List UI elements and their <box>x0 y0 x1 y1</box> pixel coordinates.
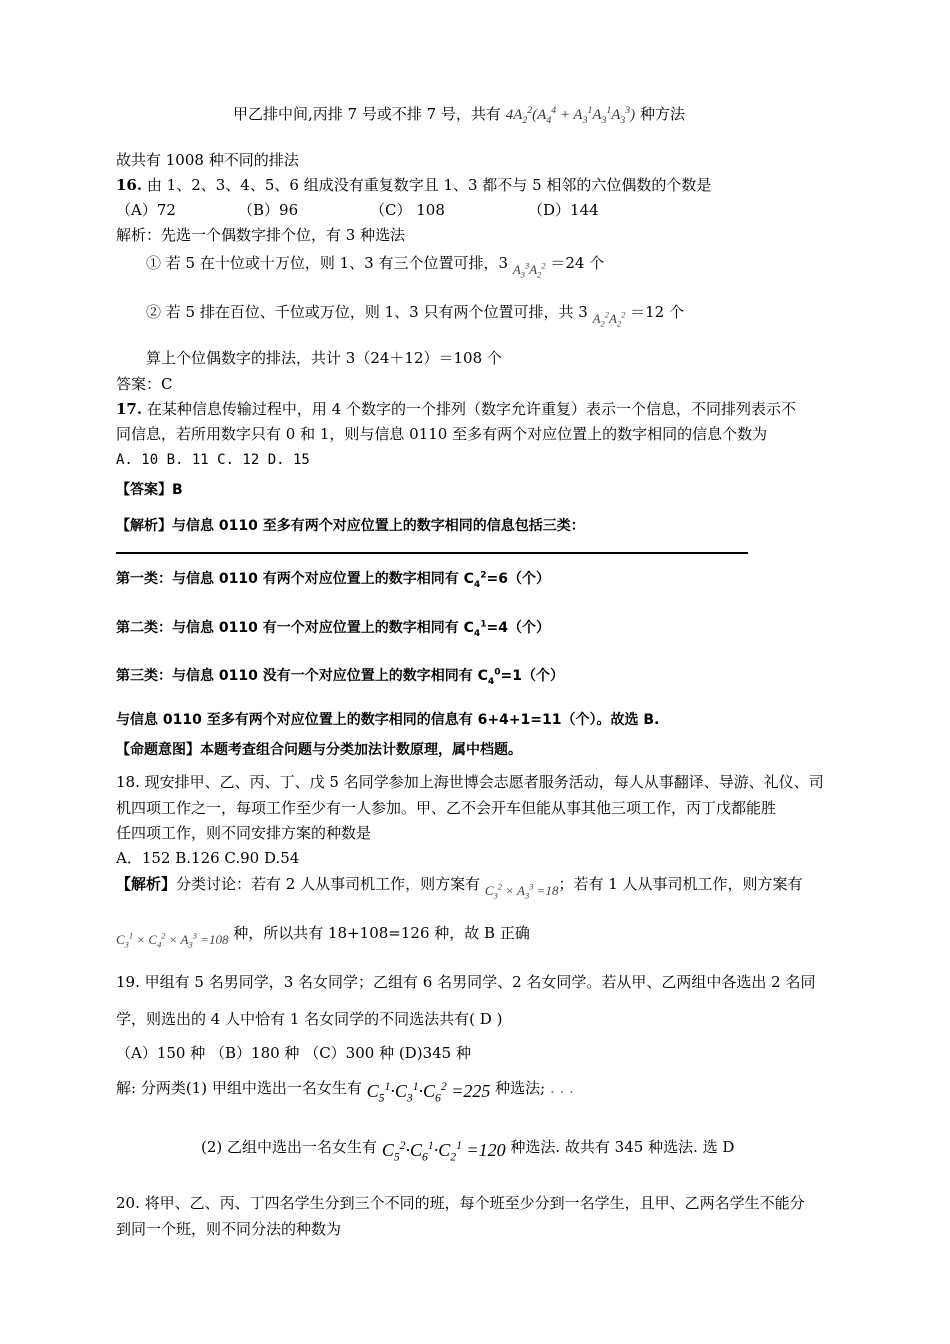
intent-line: 【命题意图】本题考查组合问题与分类加法计数原理，属中档题。 <box>116 742 522 758</box>
text: 种，所以共有 18+108=126 种，故 B 正确 <box>233 924 530 942</box>
question-16 <box>116 175 711 195</box>
text: ① 若 5 在十位或十万位，则 1、3 有三个位置可排，3 <box>146 254 509 272</box>
question-17 <box>116 399 796 419</box>
question-text: 由 1、2、3、4、5、6 组成没有重复数字且 1、3 都不与 5 相邻的六位偶数的个数是 <box>146 176 712 194</box>
option-b: （B）96 <box>238 201 299 219</box>
text: ＝12 个 <box>630 303 684 321</box>
solution-step-3: 算上个位偶数字的排法，共计 3（24＋12）＝108 个 <box>146 349 502 367</box>
text: 第一类：与信息 0110 有两个对应位置上的数字相同有 C <box>116 571 474 587</box>
solution-line <box>116 874 803 901</box>
option-d: （D）144 <box>528 201 599 219</box>
text: 甲乙排中间,丙排 7 号或不排 7 号，共有 <box>233 105 501 123</box>
options: A．152 B.126 C.90 D.54 <box>116 849 300 867</box>
analysis-image-line: 【解析】与信息 0110 至多有两个对应位置上的数字相同的信息包括三类： <box>116 518 585 534</box>
formula: $C_5^1\cdot C_3^1\cdot C_6^2 =225$ <box>366 1080 491 1105</box>
analysis-category-1: 第一类：与信息 0110 有两个对应位置上的数字相同有 $C_4^2=6$（个） <box>116 570 551 590</box>
text: ② 若 5 排在百位、千位或万位，则 1、3 只有两个位置可排，共 3 <box>146 303 588 321</box>
solution-line: 解析：先选一个偶数字排个位，有 3 种选法 <box>116 226 406 244</box>
options: A. 10 B. 11 C. 12 D. 15 <box>116 452 310 468</box>
question-text: 同信息，若所用数字只有 0 和 1，则与信息 0110 至多有两个对应位置上的数字相同的信息个数为 <box>116 425 768 443</box>
text-line: 故共有 1008 种不同的排法 <box>116 151 299 169</box>
text: 第三类：与信息 0110 没有一个对应位置上的数字相同有 C <box>116 668 488 684</box>
options: （A）150 种 （B）180 种 （C）300 种 (D)345 种 <box>116 1044 471 1062</box>
formula: $C_3^1 \times C_4^2 \times A_3^3 =108$ <box>116 930 229 950</box>
dots: . . . <box>550 1079 574 1097</box>
question-text: 学，则选出的 4 人中恰有 1 名女同学的不同选法共有( D ) <box>116 1010 503 1028</box>
option-c: （C） 108 <box>370 201 445 219</box>
divider <box>116 552 748 554</box>
text: (2) 乙组中选出一名女生有 <box>201 1138 378 1156</box>
answer-line: 答案：C <box>116 375 173 393</box>
question-18: 18. 现安排甲、乙、丙、丁、戊 5 名同学参加上海世博会志愿者服务活动，每人从事翻译、导游、礼仪、司 <box>116 773 824 791</box>
text: ；若有 1 人从事司机工作，则方案有 <box>558 875 803 893</box>
text: =6（个） <box>486 571 551 587</box>
text: 解: 分两类(1) 甲组中选出一名女生有 <box>116 1079 362 1097</box>
formula: $A_3^3A_2^2$ <box>512 260 546 280</box>
analysis-category-3: 第三类：与信息 0110 没有一个对应位置上的数字相同有 $C_4^0=1$（个） <box>116 667 565 687</box>
solution-step-2 <box>146 302 684 329</box>
question-text: 任四项工作，则不同安排方案的种数是 <box>116 824 372 842</box>
question-number: 17. <box>116 400 143 418</box>
formula: $C_3^2 \times A_3^3 =18$ <box>484 881 559 901</box>
question-text: 到同一个班，则不同分法的种数为 <box>116 1220 342 1238</box>
solution-line <box>116 923 530 950</box>
solution-line <box>201 1136 735 1164</box>
text: =1（个） <box>500 668 565 684</box>
text: 第二类：与信息 0110 有一个对应位置上的数字相同有 C <box>116 620 474 636</box>
text-line <box>233 104 685 125</box>
solution-step-1 <box>146 253 605 280</box>
solution-label: 【解析】 <box>116 875 177 893</box>
text: ＝24 个 <box>550 254 605 272</box>
answer-image-line: 【答案】B <box>116 482 183 498</box>
text: 分类讨论：若有 2 人从事司机工作，则方案有 <box>176 875 481 893</box>
question-20: 20. 将甲、乙、丙、丁四名学生分到三个不同的班，每个班至少分到一名学生，且甲、乙两名学生不能分 <box>116 1194 805 1212</box>
text: 种选法. 故共有 345 种选法. 选 D <box>510 1138 735 1156</box>
solution-line <box>116 1077 574 1105</box>
question-text: 机四项工作之一，每项工作至少有一人参加。甲、乙不会开车但能从事其他三项工作，丙丁戊都能胜 <box>116 799 777 817</box>
text: 种选法; <box>495 1079 546 1097</box>
option-a: （A）72 <box>116 201 176 219</box>
formula: $4A_2^2(A_4^4 + A_3^1A_3^1A_3^3)$ <box>505 105 636 126</box>
question-text: 在某种信息传输过程中，用 4 个数字的一个排列（数字允许重复）表示一个信息，不同排列表示不 <box>146 400 796 418</box>
analysis-category-2: 第二类：与信息 0110 有一个对应位置上的数字相同有 $C_4^1=4$（个） <box>116 619 551 639</box>
question-number: 16. <box>116 176 143 194</box>
text: =4（个） <box>486 620 551 636</box>
formula: $A_2^2A_2^2$ <box>592 309 626 329</box>
analysis-conclusion: 与信息 0110 至多有两个对应位置上的数字相同的信息有 6+4+1=11（个）。故选 B. <box>116 712 660 728</box>
text: 种方法 <box>639 105 685 123</box>
formula: $C_5^2\cdot C_6^1\cdot C_2^1 =120$ <box>381 1139 506 1164</box>
question-19: 19. 甲组有 5 名男同学，3 名女同学；乙组有 6 名男同学、2 名女同学。若从甲、乙两组中各选出 2 名同 <box>116 973 816 991</box>
